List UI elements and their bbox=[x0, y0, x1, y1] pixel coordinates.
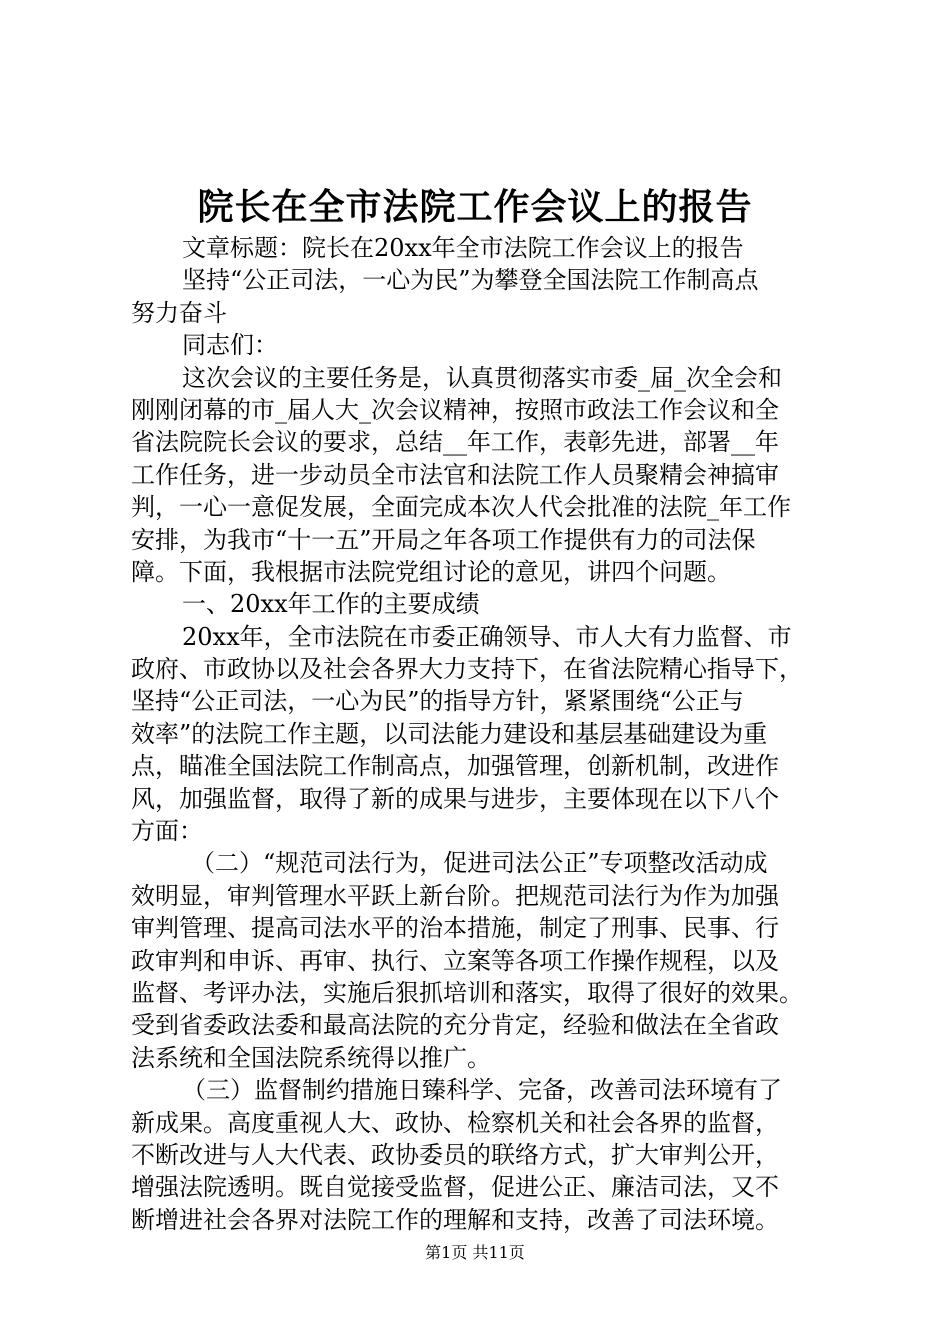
body-line: 断增进社会各界对法院工作的理解和支持，改善了司法环境。 bbox=[131, 1205, 779, 1234]
body-line: 判，一心一意促发展，全面完成本次人代会批准的法院_年工作 bbox=[131, 493, 791, 522]
body-line: 受到省委政法委和最高法院的充分肯定，经验和做法在全省政 bbox=[131, 1011, 779, 1040]
body-line: 坚持“公正司法，一心为民”的指导方针，紧紧围绕“公正与 bbox=[131, 687, 744, 716]
document-title: 院长在全市法院工作会议上的报告 bbox=[197, 186, 753, 228]
body-line: 新成果。高度重视人大、政协、检察机关和社会各界的监督， bbox=[131, 1108, 779, 1137]
body-line: 努力奋斗 bbox=[131, 298, 227, 327]
body-line: 一、20xx年工作的主要成绩 bbox=[182, 590, 480, 619]
body-line: 审判管理、提高司法水平的治本措施，制定了刑事、民事、行 bbox=[131, 914, 779, 943]
body-line: 文章标题：院长在20xx年全市法院工作会议上的报告 bbox=[182, 234, 744, 262]
body-line: （三）监督制约措施日臻科学、完备，改善司法环境有了 bbox=[182, 1076, 782, 1105]
body-line: 监督、考评办法，实施后狠抓培训和落实，取得了很好的效果。 bbox=[131, 978, 803, 1007]
body-line: 不断改进与人大代表、政协委员的联络方式，扩大审判公开， bbox=[131, 1140, 779, 1169]
body-line: 点，瞄准全国法院工作制高点，加强管理，创新机制，改进作 bbox=[131, 752, 779, 781]
body-line: 刚刚闭幕的市_届人大_次会议精神，按照市政法工作会议和全 bbox=[131, 395, 779, 424]
body-line: 法系统和全国法院系统得以推广。 bbox=[131, 1043, 491, 1072]
body-line: 增强法院透明。既自觉接受监督，促进公正、廉洁司法，又不 bbox=[131, 1173, 779, 1202]
page-footer: 第1页 共11页 bbox=[425, 1243, 525, 1262]
body-line: 20xx年，全市法院在市委正确领导、市人大有力监督、市 bbox=[182, 622, 792, 651]
body-line: 省法院院长会议的要求，总结__年工作，表彰先进，部署__年 bbox=[131, 428, 779, 457]
body-line: 坚持“公正司法，一心为民”为攀登全国法院工作制高点 bbox=[182, 266, 759, 295]
body-line: 安排，为我市“十一五”开局之年各项工作提供有力的司法保 bbox=[131, 525, 756, 554]
body-line: 政审判和申诉、再审、执行、立案等各项工作操作规程，以及 bbox=[131, 946, 779, 975]
body-line: 方面： bbox=[131, 817, 203, 846]
body-line: 风，加强监督，取得了新的成果与进步，主要体现在以下八个 bbox=[131, 784, 779, 813]
body-line: 工作任务，进一步动员全市法官和法院工作人员聚精会神搞审 bbox=[131, 460, 779, 489]
document-body bbox=[131, 232, 831, 1236]
body-line: 这次会议的主要任务是，认真贯彻落实市委_届_次全会和 bbox=[182, 363, 782, 392]
body-line: 效率”的法院工作主题，以司法能力建设和基层基础建设为重 bbox=[131, 719, 768, 748]
body-line: 障。下面，我根据市法院党组讨论的意见，讲四个问题。 bbox=[131, 557, 731, 586]
body-line: 同志们： bbox=[182, 331, 278, 360]
body-line: （二）“规范司法行为，促进司法公正”专项整改活动成 bbox=[191, 849, 768, 878]
body-line: 政府、市政协以及社会各界大力支持下，在省法院精心指导下， bbox=[131, 655, 803, 684]
body-line: 效明显，审判管理水平跃上新台阶。把规范司法行为作为加强 bbox=[131, 881, 779, 910]
